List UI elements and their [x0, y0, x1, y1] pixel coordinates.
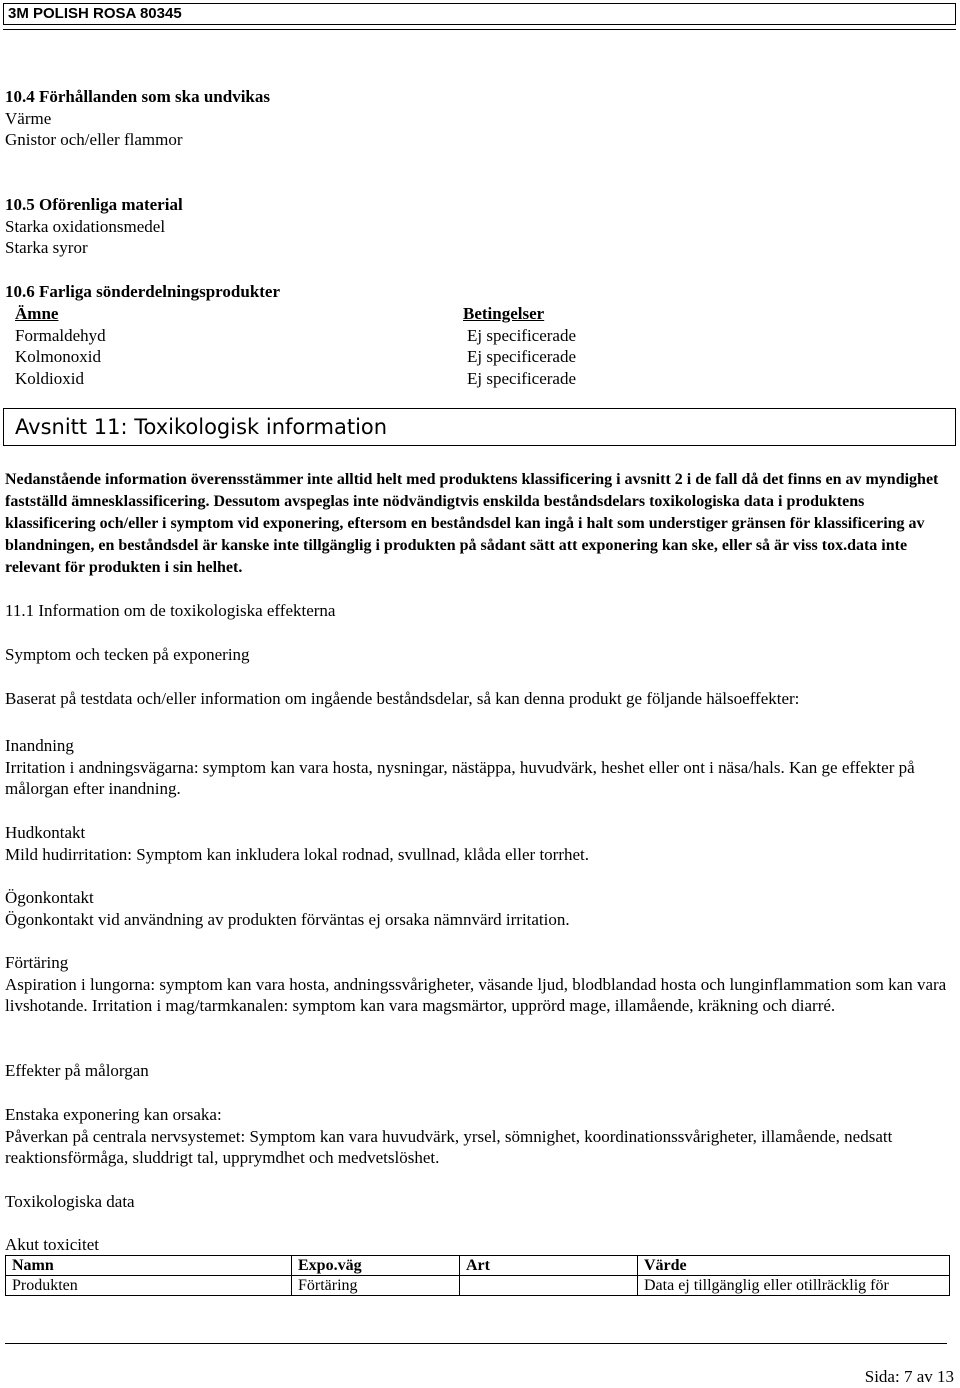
table-cell: Formaldehyd — [15, 325, 106, 345]
eye-heading: Ögonkontakt — [5, 888, 94, 907]
symptoms-heading: Symptom och tecken på exponering — [5, 645, 250, 664]
target-organ-heading: Effekter på målorgan — [5, 1061, 149, 1080]
column-header-substance: Ämne — [15, 304, 59, 323]
section-10-4-heading: 10.4 Förhållanden som ska undvikas — [5, 87, 270, 106]
table-header-cell: Namn — [6, 1256, 292, 1276]
skin-block — [5, 822, 945, 865]
based-on-text: Baserat på testdata och/eller information om ingående beståndsdelar, så kan denna produkt ge följande hälsoeffekter: — [5, 689, 800, 708]
document-header — [3, 3, 956, 25]
section-10-5-heading: 10.5 Oförenliga material — [5, 195, 183, 214]
footer-divider — [5, 1343, 947, 1344]
section-10-4 — [5, 86, 270, 151]
table-cell: Kolmonoxid — [15, 347, 101, 366]
decomposition-condition-column — [463, 303, 576, 389]
table-cell: Ej specificerade — [467, 347, 577, 366]
eye-text: Ögonkontakt vid användning av produkten förväntas ej orsaka nämnvärd irritation. — [5, 909, 570, 929]
tox-data-heading: Toxikologiska data — [5, 1192, 135, 1211]
eye-block — [5, 887, 945, 930]
table-header-cell: Art — [460, 1256, 638, 1276]
acute-toxicity-table — [5, 1255, 950, 1296]
acute-heading: Akut toxicitet — [5, 1235, 99, 1254]
skin-heading: Hudkontakt — [5, 823, 86, 842]
inhalation-block — [5, 735, 945, 800]
header-divider — [3, 29, 956, 30]
list-item: Starka syror — [5, 238, 88, 257]
skin-text: Mild hudirritation: Symptom kan inkludera lokal rodnad, svullnad, klåda eller torrhet. — [5, 844, 590, 864]
column-header-condition: Betingelser — [463, 304, 545, 323]
single-exposure-heading: Enstaka exponering kan orsaka: — [5, 1105, 222, 1124]
table-cell: Data ej tillgänglig eller otillräcklig för — [638, 1276, 950, 1296]
table-header-cell: Värde — [638, 1256, 950, 1276]
list-item: Starka oxidationsmedel — [5, 216, 166, 236]
single-exposure-block — [5, 1104, 950, 1169]
ingestion-heading: Förtäring — [5, 953, 69, 972]
table-cell: Ej specificerade — [467, 368, 577, 388]
list-item: Värme — [5, 108, 52, 128]
single-exposure-text: Påverkan på centrala nervsystemet: Symptom kan vara huvudvärk, yrsel, sömnighet, koordinationssvårigheter, illamående, nedsatt reaktionsförmåga, sluddrigt tal, upprymdhet och medvetslöshet. — [5, 1126, 893, 1167]
inhalation-text: Irritation i andningsvägarna: symptom kan vara hosta, nysningar, nästäppa, huvudvärk, heshet eller ont i näsa/hals. Kan ge effekter på målorgan efter inandning. — [5, 757, 915, 798]
table-cell: Koldioxid — [15, 368, 84, 388]
table-header-cell: Expo.väg — [292, 1256, 460, 1276]
list-item: Gnistor och/eller flammor — [5, 130, 183, 149]
table-header-row — [6, 1256, 950, 1276]
section-10-5 — [5, 194, 183, 259]
section-10-6-heading-bold: 10.6 Farliga sönderdelningsprodukter — [5, 282, 281, 301]
section-11-intro: Nedanstående information överensstämmer inte alltid helt med produktens klassificering i avsnitt 2 i de fall då det finns en av myndighet fastställd ämnesklassificering. Dessutom avspeglas inte nödvändigtvis enskilda beståndsdelars toxikologiska data i produktens klassificering och/eller i symptom vid exponering, eftersom en beståndsdel kan ingå i halt som understiger gränsen för klassificering av blandningen, en beståndsdel är kanske inte tillgänglig i produkten på sådant sätt att exponering kan ske, eller så är viss tox.data inte relevant för produkten i sin helhet. — [5, 471, 939, 576]
section-11-title: Avsnitt 11: Toxikologisk information — [15, 415, 388, 439]
table-cell: Produkten — [6, 1276, 292, 1296]
ingestion-block — [5, 952, 955, 1017]
product-title: 3M POLISH ROSA 80345 — [8, 5, 182, 22]
inhalation-heading: Inandning — [5, 736, 74, 755]
decomposition-substance-column — [15, 303, 106, 389]
page-number: Sida: 7 av 13 — [864, 1367, 954, 1386]
section-11-title-box — [3, 408, 956, 446]
table-cell: Ej specificerade — [467, 325, 577, 345]
sub-11-1-heading: 11.1 Information om de toxikologiska effekterna — [5, 601, 336, 620]
table-cell — [460, 1276, 638, 1296]
table-row — [6, 1276, 950, 1296]
table-cell: Förtäring — [292, 1276, 460, 1296]
ingestion-text: Aspiration i lungorna: symptom kan vara hosta, andningssvårigheter, väsande ljud, blodblandad hosta och lunginflammation som kan vara livshotande. Irritation i mag/tarmkanalen: symptom kan vara magsmärtor, upprörd mage, illamående, kräkning och diarré. — [5, 974, 947, 1015]
